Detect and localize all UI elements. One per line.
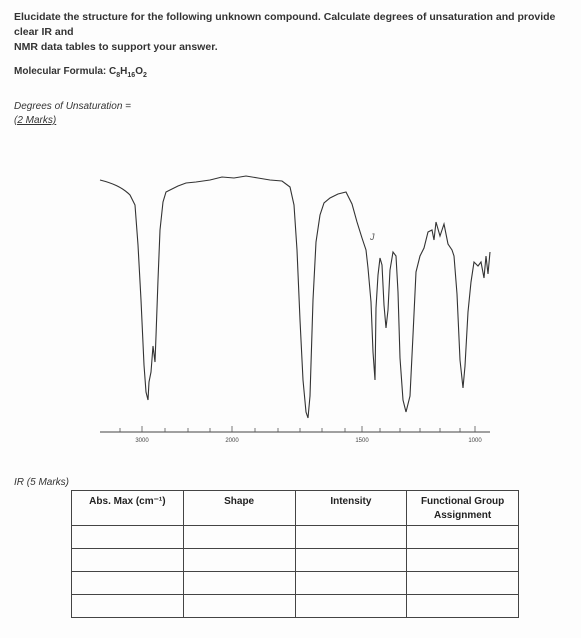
ir-table-header-row [72,491,519,526]
table-cell[interactable] [295,572,407,595]
formula-label: Molecular Formula: [14,66,110,77]
table-cell[interactable] [72,526,184,549]
table-cell[interactable] [295,526,407,549]
handwritten-mark: J [370,232,375,242]
question-line-1: Elucidate the structure for the following unknown compound. Calculate degrees of unsaturation and provide clear IR and [14,11,556,38]
table-row [72,549,519,572]
formula-h: H [120,66,128,77]
question-line-2: NMR data tables to support your answer. [14,41,218,53]
degrees-unsaturation [14,100,131,128]
molecular-formula [14,66,147,79]
formula-c: C [109,66,117,77]
tick-2000: 2000 [225,438,239,444]
ir-spectrum [0,160,581,460]
tick-1500: 1500 [355,438,369,444]
tick-3000: 3000 [135,438,149,444]
spectrum-trace [100,176,490,418]
table-row [72,595,519,618]
formula-o-sub: 2 [142,72,147,79]
table-cell[interactable] [72,595,184,618]
col-shape: Shape [183,491,295,526]
tick-1000: 1000 [468,438,482,444]
table-cell[interactable] [295,595,407,618]
table-cell[interactable] [183,526,295,549]
table-cell[interactable] [183,572,295,595]
unsaturation-label: Degrees of Unsaturation = [14,101,132,112]
unsaturation-marks: (2 Marks) [14,115,57,126]
ir-data-table [71,490,519,618]
table-row [72,572,519,595]
table-cell[interactable] [407,526,519,549]
tick-labels [135,438,482,444]
table-cell[interactable] [183,595,295,618]
formula-o: O [135,66,143,77]
col-abs-max: Abs. Max (cm⁻¹) [72,491,184,526]
formula-c-sub: 8 [116,72,121,79]
table-cell[interactable] [407,595,519,618]
ir-section-label: IR (5 Marks) [14,477,69,488]
question-text [14,10,574,55]
axis-ticks [120,426,475,432]
table-cell[interactable] [407,572,519,595]
formula-h-sub: 16 [127,72,136,79]
col-intensity: Intensity [295,491,407,526]
table-cell[interactable] [295,549,407,572]
table-cell[interactable] [407,549,519,572]
table-cell[interactable] [183,549,295,572]
col-functional-group: Functional Group Assignment [407,491,519,526]
table-cell[interactable] [72,549,184,572]
table-row [72,526,519,549]
table-cell[interactable] [72,572,184,595]
